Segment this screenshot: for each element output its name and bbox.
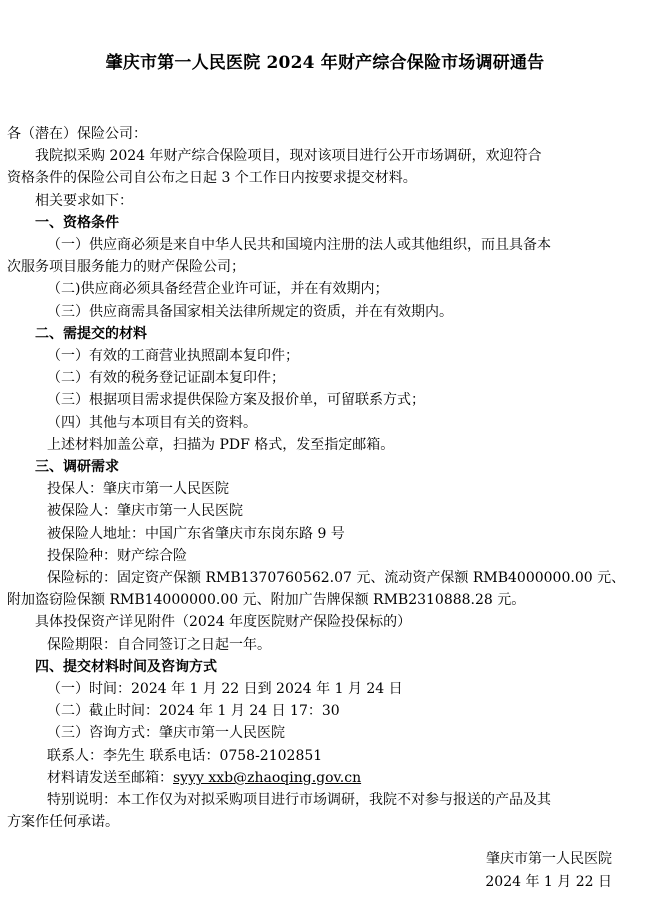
materials-note: 上述材料加盖公章，扫描为 PDF 格式，发至指定邮箱。 [47,436,395,453]
material-item: （一）有效的工商营业执照副本复印件； [47,348,299,365]
insurance-period: 保险期限：自合同签订之日起一年。 [47,636,271,653]
insurance-subject: 保险标的：固定资产保额 RMB1370760562.07 元、流动资产保额 RMB4000000.00 元、 [47,570,626,587]
insurance-type: 投保险种：财产综合险 [47,547,187,564]
attachment-note: 具体投保资产详见附件（2024 年度医院财产保险投保标的） [35,614,412,631]
intro-line: 相关要求如下： [35,192,133,209]
insured-address: 被保险人地址：中国广东省肇庆市东岗东路 9 号 [47,525,345,542]
special-note: 方案作任何承诺。 [7,814,119,831]
insured: 被保险人：肇庆市第一人民医院 [47,503,243,520]
email-link[interactable]: syyy xxb@zhaoqing.gov.cn [173,769,362,786]
qualification-item: （一）供应商必须是来自中华人民共和国境内注册的法人或其他组织，而且具备本 [47,237,551,254]
intro-line: 我院拟采购 2024 年财产综合保险项目，现对该项目进行公开市场调研，欢迎符合 [35,148,542,165]
submission-deadline: （二）截止时间：2024 年 1 月 24 日 17：30 [47,703,340,720]
policyholder: 投保人：肇庆市第一人民医院 [47,481,229,498]
material-item: （三）根据项目需求提供保险方案及报价单，可留联系方式； [47,392,425,409]
qualification-item: 次服务项目服务能力的财产保险公司； [7,259,245,276]
section-heading-qualifications: 一、资格条件 [35,214,119,231]
material-item: （四）其他与本项目有关的资料。 [47,414,257,431]
notice-body [7,123,647,834]
signature-org: 肇庆市第一人民医院 [486,851,612,867]
email-line [7,767,647,789]
material-item: （二）有效的税务登记证副本复印件； [47,370,285,387]
page-title: 肇庆市第一人民医院 2024 年财产综合保险市场调研通告 [105,53,545,73]
salutation: 各（潜在）保险公司： [7,126,147,142]
qualification-item: （二)供应商必须具备经营企业许可证，并在有效期内； [47,281,389,298]
qualification-item: （三）供应商需具备国家相关法律所规定的资质，并在有效期内。 [47,303,453,320]
signature-date: 2024 年 1 月 22 日 [485,874,612,890]
section-heading-requirements: 三、调研需求 [35,459,119,476]
contact-info: 联系人：李先生 联系电话：0758-2102851 [47,747,323,764]
email-label: 材料请发送至邮箱： [47,769,173,786]
consult-method: （三）咨询方式：肇庆市第一人民医院 [47,725,285,742]
submission-time: （一）时间：2024 年 1 月 22 日到 2024 年 1 月 24 日 [47,681,403,698]
insurance-subject: 附加盗窃险保额 RMB14000000.00 元、附加广告牌保额 RMB2310888.28 元。 [7,592,526,609]
section-heading-materials: 二、需提交的材料 [35,325,147,342]
intro-line: 资格条件的保险公司自公布之日起 3 个工作日内按要求提交材料。 [7,170,417,187]
special-note: 特别说明：本工作仅为对拟采购项目进行市场调研，我院不对参与报送的产品及其 [47,792,551,809]
section-heading-submission: 四、提交材料时间及咨询方式 [35,658,217,675]
